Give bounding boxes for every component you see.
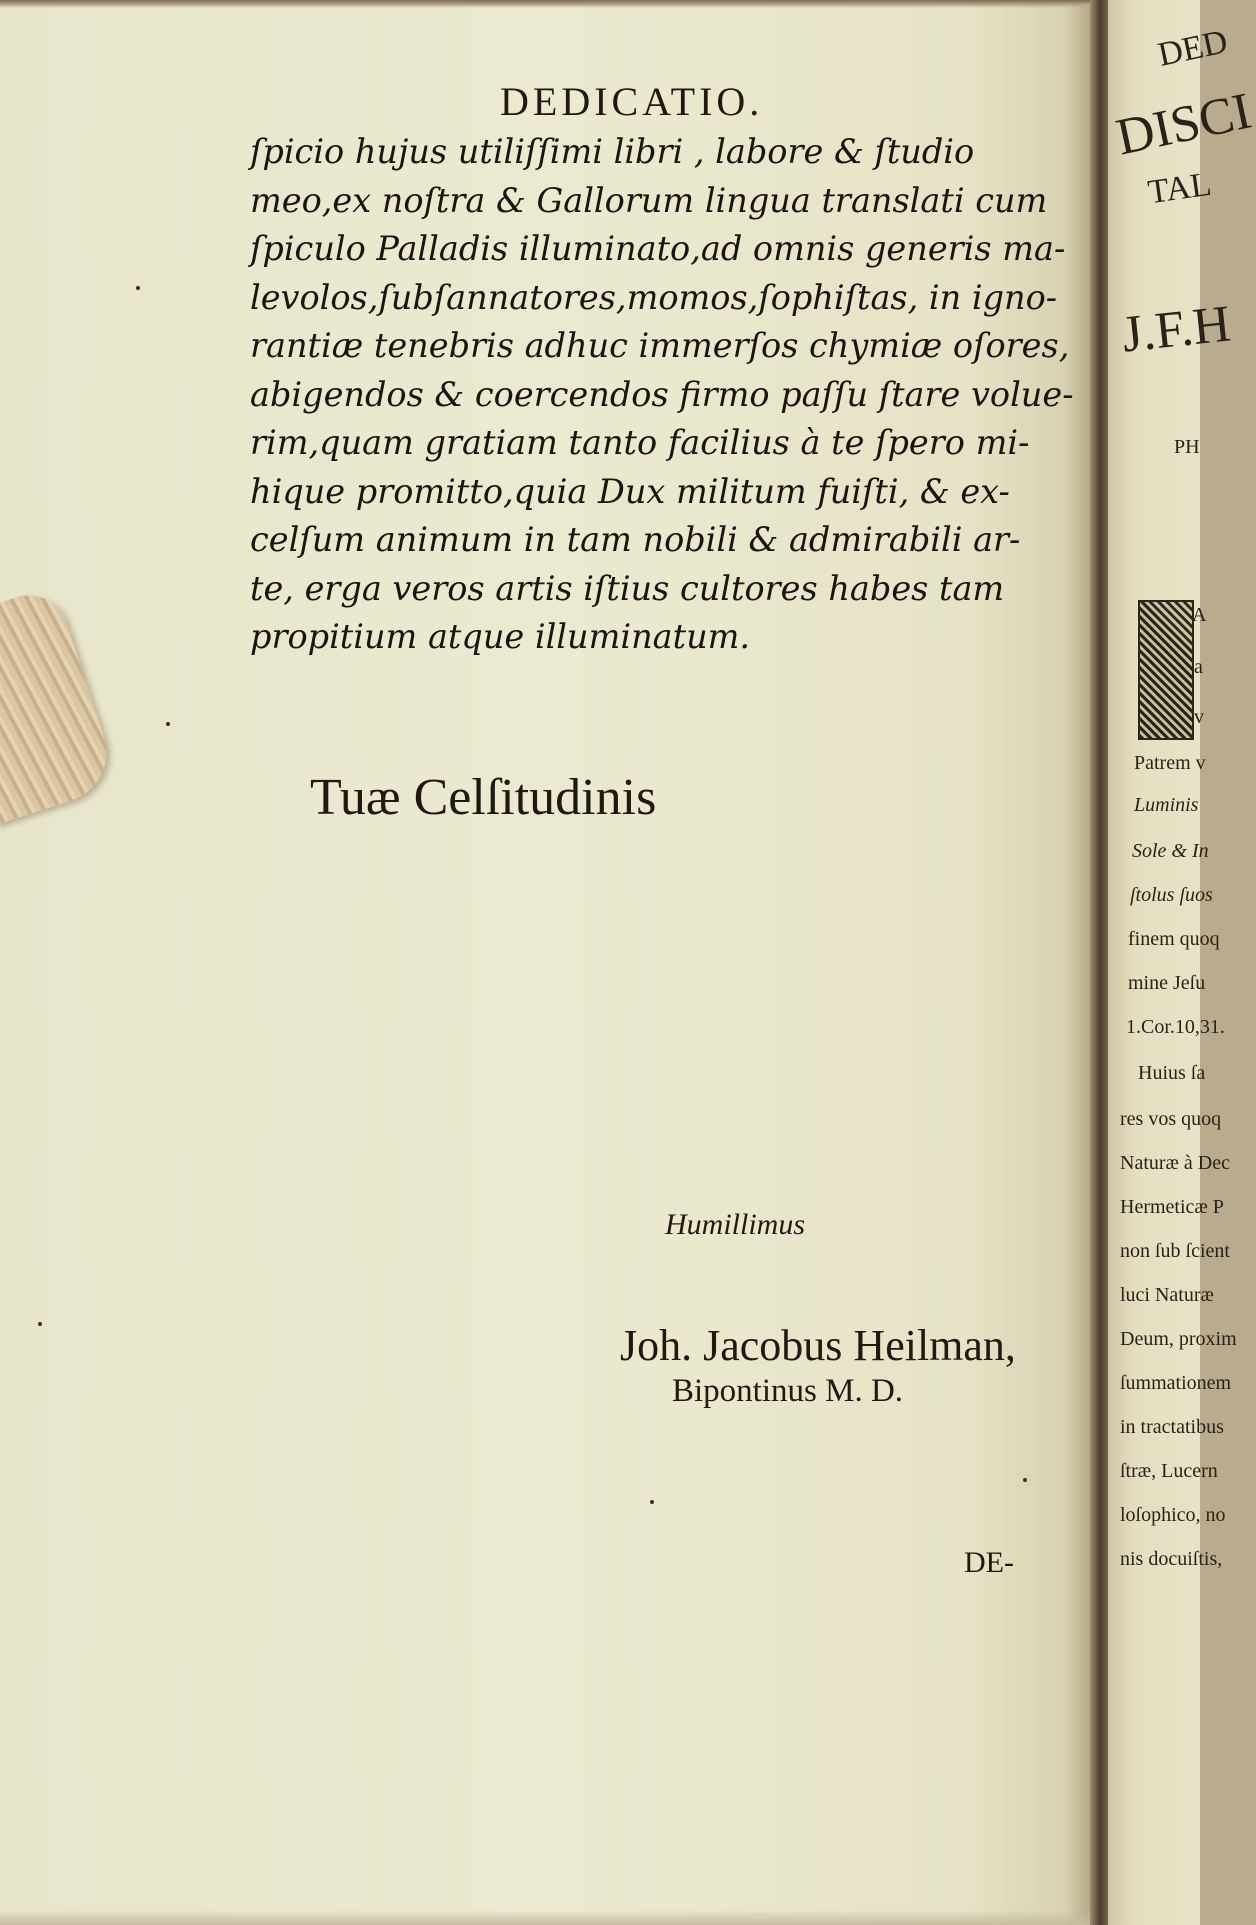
right-page-fragment: ſtolus ſuos <box>1130 884 1213 906</box>
author-name: Joh. Jacobus Heilman, <box>620 1321 1016 1370</box>
page-heading: DEDICATIO. <box>500 79 764 124</box>
right-page-fragment: loſophico, no <box>1120 1504 1226 1526</box>
right-page-fragment: ſtræ, Lucern <box>1120 1460 1218 1482</box>
right-page-fragment: J.F.H <box>1119 295 1234 364</box>
right-page-fragment: a <box>1194 656 1203 678</box>
body-line: hique promitto,quia Dux militum fuiſti, & ex- <box>250 471 1010 511</box>
right-page-fragment: Deum, proxim <box>1120 1328 1237 1350</box>
right-page-fragment: nis docuiſtis, <box>1120 1548 1223 1570</box>
body-line: ſpicio hujus utiliſſimi libri , labore & ſtudio <box>250 132 975 171</box>
body-line: abigendos & coercendos firmo paſſu ſtare volue- <box>250 374 1074 414</box>
paper-speck <box>1023 1478 1027 1482</box>
page-bottom-edge <box>0 1910 1098 1925</box>
right-page-fragment: A <box>1192 604 1207 626</box>
right-page-fragment: PH <box>1174 436 1200 458</box>
right-page-fragment: Luminis <box>1134 794 1199 816</box>
ornamental-initial <box>1138 600 1194 740</box>
body-line: propitium atque illuminatum. <box>250 617 751 656</box>
right-page-fragment: luci Naturæ <box>1120 1284 1214 1306</box>
paper-speck <box>166 722 170 726</box>
right-page-fragment: v <box>1194 706 1204 728</box>
paper-speck <box>136 286 140 290</box>
right-page-fragment: mine Jeſu <box>1128 972 1206 994</box>
body-line: rim,quam gratiam tanto facilius à te ſpero mi- <box>250 423 1030 462</box>
catchword: DE- <box>964 1546 1014 1579</box>
right-page-fragment: finem quoq <box>1128 928 1220 950</box>
right-page <box>1108 0 1256 1925</box>
right-page-fragment: Patrem v <box>1134 752 1206 774</box>
right-page-fragment: DED <box>1154 23 1231 74</box>
right-page-fragment: res vos quoq <box>1120 1108 1222 1130</box>
author-place: Bipontinus M. D. <box>672 1373 904 1409</box>
body-line: celſum animum in tam nobili & admirabili ar- <box>250 520 1021 559</box>
body-line: ſpiculo Palladis illuminato,ad omnis generis ma- <box>250 229 1066 268</box>
paper-speck <box>650 1500 654 1504</box>
right-page-fragment: ſummationem <box>1120 1372 1232 1394</box>
right-page-fragment: non ſub ſcient <box>1120 1240 1230 1262</box>
dedication-body <box>250 128 1074 662</box>
right-page-fragment: Hermeticæ P <box>1120 1196 1224 1218</box>
body-line: meo,ex noſtra & Gallorum lingua translati cum <box>250 180 1048 220</box>
right-page-fragment: 1.Cor.10,31. <box>1126 1016 1225 1038</box>
page-top-edge <box>0 0 1098 8</box>
right-page-fragment: Sole & In <box>1132 840 1209 862</box>
right-page-fragment: Huius ſa <box>1138 1062 1206 1084</box>
closing-salutation: Tuæ Celſitudinis <box>310 769 657 826</box>
paper-speck <box>38 1322 42 1326</box>
body-line: rantiæ tenebris adhuc immerſos chymiæ oſores, <box>250 326 1070 365</box>
humillimus-signoff: Humillimus <box>665 1208 806 1241</box>
right-page-fragment: Naturæ à Dec <box>1120 1152 1230 1174</box>
body-line: levolos,ſubſannatores,momos,ſophiſtas, in igno- <box>250 277 1058 317</box>
right-page-fragment: TAL <box>1145 165 1214 212</box>
body-line: te, erga veros artis iſtius cultores habes tam <box>250 568 1005 608</box>
right-page-fragment: in tractatibus <box>1120 1416 1224 1438</box>
right-page-fragment: DISCI <box>1111 82 1256 167</box>
